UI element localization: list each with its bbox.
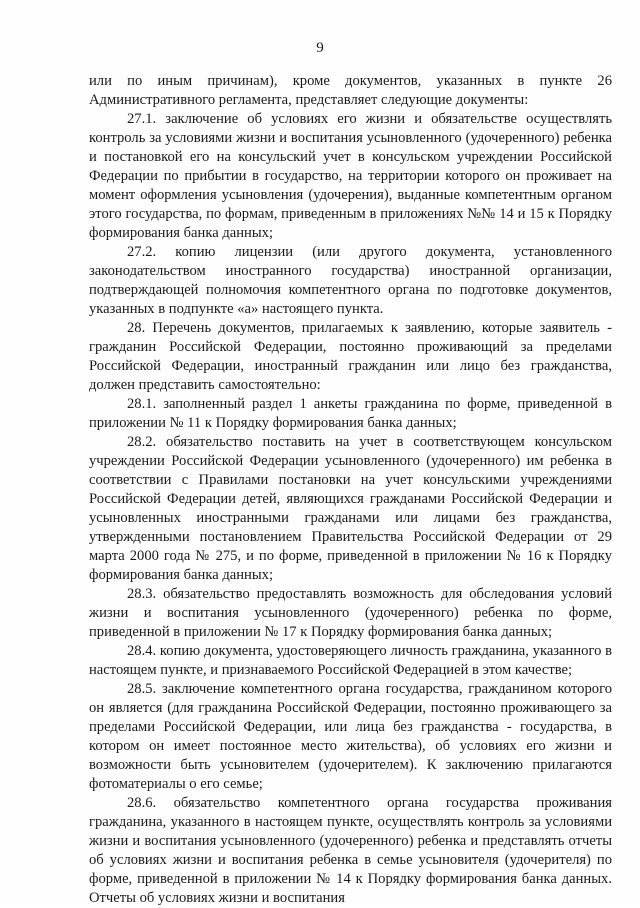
paragraph-28-4: 28.4. копию документа, удостоверяющего личность гражданина, указанного в настоящем пункте, и признаваемого Российской Федерацией в этом качестве;	[89, 643, 612, 678]
paragraph-27-1: 27.1. заключение об условиях его жизни и обязательстве осуществлять контроль за условиями жизни и воспитания усыновленного (удочеренного) ребенка и постановкой его на консульский учет в консульском учреждении Российской Федерации по прибытии в государство, на территории которого он проживает на момент оформления усыновления (удочерения), выданные компетентным органом этого государства, по формам, приведенным в приложениях №№ 14 и 15 к Порядку формирования банка данных;	[89, 111, 612, 241]
paragraph-28-5: 28.5. заключение компетентного органа государства, гражданином которого он является (для гражданина Российской Федерации, постоянно проживающего за пределами Российской Федерации, или лица без гражданства - государства, в котором он имеет постоянное место жительства), об условиях его жизни и возможности быть усыновителем (удочерителем). К заключению прилагаются фотоматериалы о его семье;	[89, 681, 612, 792]
paragraph-28-3: 28.3. обязательство предоставлять возможность для обследования условий жизни и воспитания усыновленного (удочеренного) ребенка по форме, приведенной в приложении № 17 к Порядку формирования банка данных;	[89, 586, 612, 640]
paragraph-28-2: 28.2. обязательство поставить на учет в соответствующем консульском учреждении Российской Федерации усыновленного (удочеренного) им ребенка в соответствии с Правилами постановки на учет консульскими учреждениями Российской Федерации детей, являющихся гражданами Российской Федерации и усыновленных иностранными гражданами или лицами без гражданства, утвержденными постановлением Правительства Российской Федерации от 29 марта 2000 года № 275, и по форме, приведенной в приложении № 16 к Порядку формирования банка данных;	[89, 434, 612, 583]
paragraph-27-2: 27.2. копию лицензии (или другого документа, установленного законодательством иностранного государства) иностранной организации, подтверждающей полномочия компетентного органа по подготовке документов, указанных в подпункте «а» настоящего пункта.	[89, 244, 612, 317]
paragraph-28: 28. Перечень документов, прилагаемых к заявлению, которые заявитель - гражданин Российской Федерации, постоянно проживающий за пределами Российской Федерации, иностранный гражданин или лицо без гражданства, должен представить самостоятельно:	[89, 320, 612, 393]
page-number: 9	[316, 40, 324, 56]
paragraph-28-6: 28.6. обязательство компетентного органа государства проживания гражданина, указанного в настоящем пункте, осуществлять контроль за условиями жизни и воспитания усыновленного (удочеренного) ребенка и представлять отчеты об условиях жизни и воспитания ребенка в семье усыновителя (удочерителя) по форме, приведенной в приложении № 14 к Порядку формирования банка данных. Отчеты об условиях жизни и воспитания	[89, 795, 612, 906]
paragraph-28-1: 28.1. заполненный раздел 1 анкеты гражданина по форме, приведенной в приложении № 11 к Порядку формирования банка данных;	[89, 396, 612, 431]
paragraph-continuation: или по иным причинам), кроме документов, указанных в пункте 26 Административного регламента, представляет следующие документы:	[89, 73, 612, 108]
document-body	[89, 72, 612, 908]
